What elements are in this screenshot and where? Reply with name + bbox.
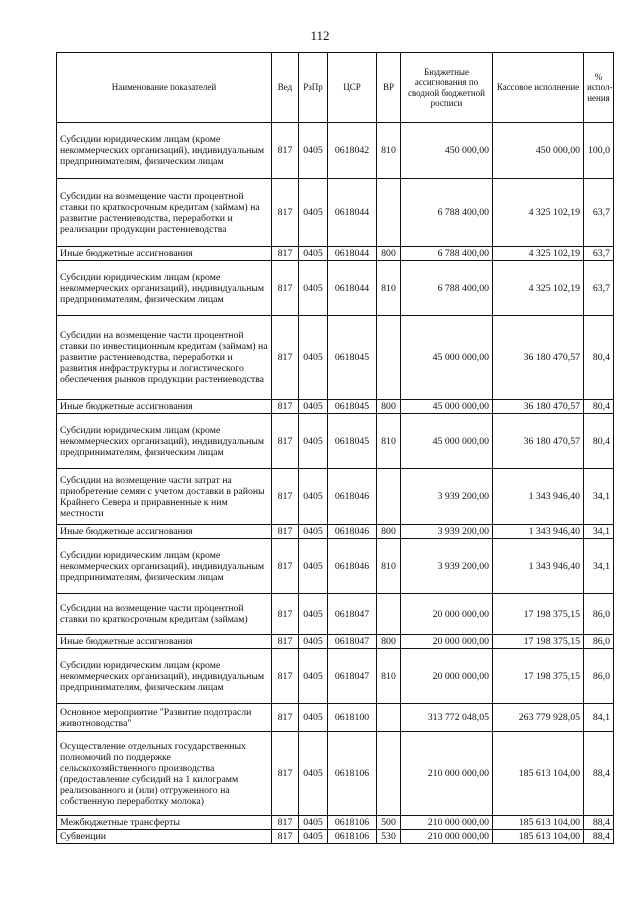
- row-rzpr: 0405: [299, 525, 328, 539]
- row-rzpr: 0405: [299, 179, 328, 247]
- row-rzpr: 0405: [299, 649, 328, 704]
- row-percent: 63,7: [584, 179, 614, 247]
- row-percent: 88,4: [584, 816, 614, 830]
- row-percent: 34,1: [584, 525, 614, 539]
- row-csr: 0618106: [328, 732, 377, 816]
- row-ved: 817: [272, 414, 299, 469]
- table-row: [57, 816, 614, 830]
- row-ved: 817: [272, 732, 299, 816]
- row-vr: [377, 316, 401, 400]
- row-csr: 0618045: [328, 316, 377, 400]
- row-vr: 810: [377, 261, 401, 316]
- row-csr: 0618046: [328, 539, 377, 594]
- row-vr: 810: [377, 539, 401, 594]
- row-budget: 6 788 400,00: [401, 261, 493, 316]
- row-name: Субсидии на возмещение части процентной ставки по инвестиционным кредитам (займам) на развитие растениеводства, переработки и развития инфраструктуры и логистического обеспечения рынков продукции растениеводства: [57, 316, 272, 400]
- row-cash: 36 180 470,57: [493, 316, 584, 400]
- header-budget: Бюджетные ассигнования по сводной бюджетной росписи: [401, 53, 493, 123]
- row-ved: 817: [272, 816, 299, 830]
- row-ved: 817: [272, 649, 299, 704]
- row-ved: 817: [272, 123, 299, 179]
- table-row: [57, 830, 614, 844]
- row-budget: 450 000,00: [401, 123, 493, 179]
- row-name: Субсидии юридическим лицам (кроме некоммерческих организаций), индивидуальным предпринимателям, физическим лицам: [57, 261, 272, 316]
- table-row: [57, 247, 614, 261]
- row-percent: 80,4: [584, 400, 614, 414]
- row-budget: 6 788 400,00: [401, 179, 493, 247]
- row-budget: 313 772 048,05: [401, 704, 493, 732]
- row-csr: 0618100: [328, 704, 377, 732]
- row-ved: 817: [272, 635, 299, 649]
- row-csr: 0618047: [328, 649, 377, 704]
- row-name: Субсидии юридическим лицам (кроме некоммерческих организаций), индивидуальным предпринимателям, физическим лицам: [57, 539, 272, 594]
- row-name: Субвенции: [57, 830, 272, 844]
- row-rzpr: 0405: [299, 469, 328, 525]
- row-vr: [377, 469, 401, 525]
- row-name: Иные бюджетные ассигнования: [57, 635, 272, 649]
- row-name: Субсидии на возмещение части затрат на приобретение семян с учетом доставки в районы Крайнего Севера и приравненные к ним местности: [57, 469, 272, 525]
- row-name: Межбюджетные трансферты: [57, 816, 272, 830]
- row-rzpr: 0405: [299, 414, 328, 469]
- row-cash: 17 198 375,15: [493, 649, 584, 704]
- row-name: Иные бюджетные ассигнования: [57, 525, 272, 539]
- row-csr: 0618045: [328, 414, 377, 469]
- table-row: [57, 635, 614, 649]
- row-percent: 86,0: [584, 635, 614, 649]
- row-percent: 100,0: [584, 123, 614, 179]
- row-vr: 530: [377, 830, 401, 844]
- row-vr: [377, 732, 401, 816]
- row-percent: 86,0: [584, 649, 614, 704]
- row-vr: 810: [377, 414, 401, 469]
- row-percent: 88,4: [584, 830, 614, 844]
- row-name: Субсидии юридическим лицам (кроме некоммерческих организаций), индивидуальным предпринимателям, физическим лицам: [57, 123, 272, 179]
- header-cash: Кассовое исполнение: [493, 53, 584, 123]
- row-vr: 810: [377, 123, 401, 179]
- row-ved: 817: [272, 525, 299, 539]
- table-header: [57, 53, 614, 123]
- row-percent: 80,4: [584, 316, 614, 400]
- header-percent: % испол-нения: [584, 53, 614, 123]
- row-ved: 817: [272, 179, 299, 247]
- row-cash: 4 325 102,19: [493, 179, 584, 247]
- table-row: [57, 261, 614, 316]
- row-rzpr: 0405: [299, 261, 328, 316]
- row-csr: 0618047: [328, 594, 377, 635]
- row-name: Субсидии на возмещение части процентной ставки по краткосрочным кредитам (займам) на развитие растениеводства, переработки и реализации продукции растениеводства: [57, 179, 272, 247]
- table-row: [57, 414, 614, 469]
- row-cash: 1 343 946,40: [493, 469, 584, 525]
- table-body: [57, 123, 614, 844]
- row-percent: 88,4: [584, 732, 614, 816]
- row-ved: 817: [272, 316, 299, 400]
- row-ved: 817: [272, 704, 299, 732]
- row-rzpr: 0405: [299, 316, 328, 400]
- row-cash: 450 000,00: [493, 123, 584, 179]
- header-rzpr: РзПр: [299, 53, 328, 123]
- row-cash: 17 198 375,15: [493, 635, 584, 649]
- row-vr: [377, 179, 401, 247]
- row-vr: 800: [377, 525, 401, 539]
- row-cash: 263 779 928,05: [493, 704, 584, 732]
- row-budget: 3 939 200,00: [401, 525, 493, 539]
- row-rzpr: 0405: [299, 732, 328, 816]
- page-number: 112: [310, 28, 330, 43]
- row-vr: 800: [377, 400, 401, 414]
- table-row: [57, 400, 614, 414]
- table-row: [57, 123, 614, 179]
- table-row: [57, 316, 614, 400]
- row-csr: 0618045: [328, 400, 377, 414]
- row-cash: 36 180 470,57: [493, 414, 584, 469]
- row-csr: 0618044: [328, 261, 377, 316]
- row-cash: 4 325 102,19: [493, 261, 584, 316]
- row-cash: 185 613 104,00: [493, 816, 584, 830]
- row-budget: 3 939 200,00: [401, 469, 493, 525]
- row-percent: 34,1: [584, 539, 614, 594]
- row-vr: [377, 594, 401, 635]
- row-cash: 4 325 102,19: [493, 247, 584, 261]
- table-row: [57, 539, 614, 594]
- table-row: [57, 732, 614, 816]
- row-name: Субсидии юридическим лицам (кроме некоммерческих организаций), индивидуальным предпринимателям, физическим лицам: [57, 649, 272, 704]
- row-vr: [377, 704, 401, 732]
- row-csr: 0618042: [328, 123, 377, 179]
- row-ved: 817: [272, 539, 299, 594]
- row-rzpr: 0405: [299, 594, 328, 635]
- row-rzpr: 0405: [299, 400, 328, 414]
- header-ved: Вед: [272, 53, 299, 123]
- row-budget: 45 000 000,00: [401, 414, 493, 469]
- row-ved: 817: [272, 261, 299, 316]
- row-csr: 0618106: [328, 816, 377, 830]
- row-name: Субсидии юридическим лицам (кроме некоммерческих организаций), индивидуальным предпринимателям, физическим лицам: [57, 414, 272, 469]
- row-csr: 0618046: [328, 525, 377, 539]
- row-ved: 817: [272, 830, 299, 844]
- row-csr: 0618047: [328, 635, 377, 649]
- row-rzpr: 0405: [299, 247, 328, 261]
- row-rzpr: 0405: [299, 539, 328, 594]
- row-vr: 810: [377, 649, 401, 704]
- table-row: [57, 594, 614, 635]
- row-name: Осуществление отдельных государственных полномочий по поддержке сельскохозяйственного производства (предоставление субсидий на 1 килограмм реализованного и (или) отгруженного на собственную переработку молока): [57, 732, 272, 816]
- row-name: Иные бюджетные ассигнования: [57, 247, 272, 261]
- row-budget: 20 000 000,00: [401, 594, 493, 635]
- row-csr: 0618106: [328, 830, 377, 844]
- row-cash: 17 198 375,15: [493, 594, 584, 635]
- row-name: Иные бюджетные ассигнования: [57, 400, 272, 414]
- row-rzpr: 0405: [299, 704, 328, 732]
- row-csr: 0618044: [328, 179, 377, 247]
- row-percent: 63,7: [584, 247, 614, 261]
- header-vr: ВР: [377, 53, 401, 123]
- table-row: [57, 704, 614, 732]
- row-percent: 84,1: [584, 704, 614, 732]
- row-name: Основное мероприятие "Развитие подотрасли животноводства": [57, 704, 272, 732]
- row-cash: 185 613 104,00: [493, 732, 584, 816]
- header-name: Наименование показателей: [57, 53, 272, 123]
- row-budget: 210 000 000,00: [401, 830, 493, 844]
- row-rzpr: 0405: [299, 830, 328, 844]
- row-budget: 210 000 000,00: [401, 816, 493, 830]
- row-ved: 817: [272, 594, 299, 635]
- row-cash: 185 613 104,00: [493, 830, 584, 844]
- row-budget: 6 788 400,00: [401, 247, 493, 261]
- row-ved: 817: [272, 400, 299, 414]
- row-percent: 86,0: [584, 594, 614, 635]
- row-budget: 20 000 000,00: [401, 649, 493, 704]
- row-vr: 500: [377, 816, 401, 830]
- row-budget: 20 000 000,00: [401, 635, 493, 649]
- row-vr: 800: [377, 635, 401, 649]
- header-csr: ЦСР: [328, 53, 377, 123]
- row-budget: 45 000 000,00: [401, 400, 493, 414]
- row-csr: 0618044: [328, 247, 377, 261]
- row-rzpr: 0405: [299, 816, 328, 830]
- row-percent: 80,4: [584, 414, 614, 469]
- row-percent: 34,1: [584, 469, 614, 525]
- row-vr: 800: [377, 247, 401, 261]
- row-ved: 817: [272, 247, 299, 261]
- row-csr: 0618046: [328, 469, 377, 525]
- row-cash: 36 180 470,57: [493, 400, 584, 414]
- table-row: [57, 469, 614, 525]
- row-name: Субсидии на возмещение части процентной ставки по краткосрочным кредитам (займам): [57, 594, 272, 635]
- row-budget: 3 939 200,00: [401, 539, 493, 594]
- row-percent: 63,7: [584, 261, 614, 316]
- budget-table: [56, 52, 614, 844]
- row-cash: 1 343 946,40: [493, 539, 584, 594]
- table-row: [57, 649, 614, 704]
- table-row: [57, 525, 614, 539]
- row-ved: 817: [272, 469, 299, 525]
- row-rzpr: 0405: [299, 635, 328, 649]
- row-rzpr: 0405: [299, 123, 328, 179]
- table-row: [57, 179, 614, 247]
- row-budget: 210 000 000,00: [401, 732, 493, 816]
- row-cash: 1 343 946,40: [493, 525, 584, 539]
- row-budget: 45 000 000,00: [401, 316, 493, 400]
